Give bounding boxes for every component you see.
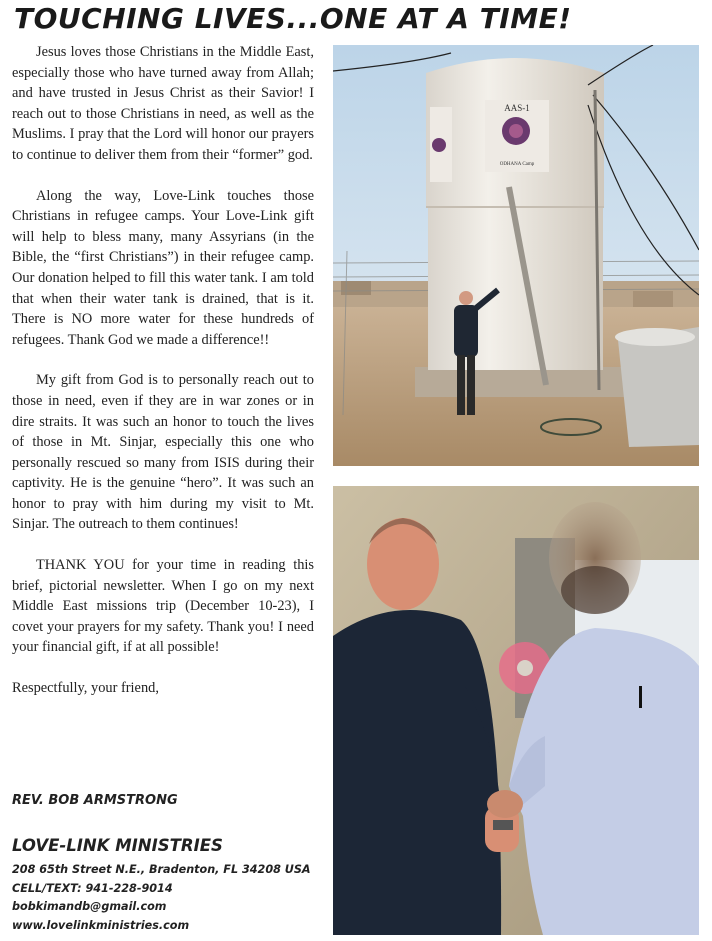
handshake-photo	[333, 486, 699, 935]
contact-phone: CELL/TEXT: 941-228-9014	[12, 881, 173, 895]
camp-label-text: ODHANA Camp	[499, 162, 535, 167]
contact-website[interactable]: www.lovelinkministries.com	[12, 918, 190, 932]
signature-name: REV. BOB ARMSTRONG	[12, 793, 178, 808]
article-body	[12, 42, 314, 719]
contact-email[interactable]: bobkimandb@gmail.com	[12, 900, 167, 914]
page-headline: TOUCHING LIVES...ONE AT A TIME!	[14, 2, 572, 35]
tank-label-text: AAS-1	[504, 103, 530, 113]
contact-address: 208 65th Street N.E., Bradenton, FL 34208 USA	[12, 863, 311, 876]
paragraph-thank-you: THANK YOU for your time in reading this brief, pictorial newsletter. When I go on my next Middle East missions trip (December 10-23), I covet your prayers for my safety. Thank you! I need your financial gift, if at all possible!	[12, 557, 314, 656]
closing-line: Respectfully, your friend,	[12, 680, 159, 697]
organization-name: LOVE-LINK MINISTRIES	[12, 836, 223, 855]
contact-block	[12, 861, 328, 935]
paragraph-refugee-camp: Along the way, Love-Link touches those Christians in refugee camps. Your Love-Link gift will help to bless many, many Assyrians (in the Bible, the “first Christians”) in their refugee camp. Our donation helped to fill this water tank. I am told that when their water tank is drained, that is it. There is NO more water for these hundreds of refugees. Thank God we made a difference!!	[12, 187, 314, 348]
paragraph-mt-sinjar: My gift from God is to personally reach out to those in need, even if they are in war zones or in dire straits. It was such an honor to touch the lives of those in Mt. Sinjar, especially this one who personally rescued so many from ISIS during their captivity. He is the genuine “hero”. It was such an honor to pray with him during my visit to Mt. Sinjar. The outreach to them continues!	[12, 372, 314, 533]
water-tank-photo	[333, 45, 699, 466]
paragraph-intro: Jesus loves those Christians in the Middle East, especially those who have turned away from Allah; and have trusted in Jesus Christ as their Savior! I reach out to those Christians in need, as well as the Muslims. I pray that the Lord will honor our prayers to continue to deliver them from their “former” god.	[12, 44, 314, 163]
